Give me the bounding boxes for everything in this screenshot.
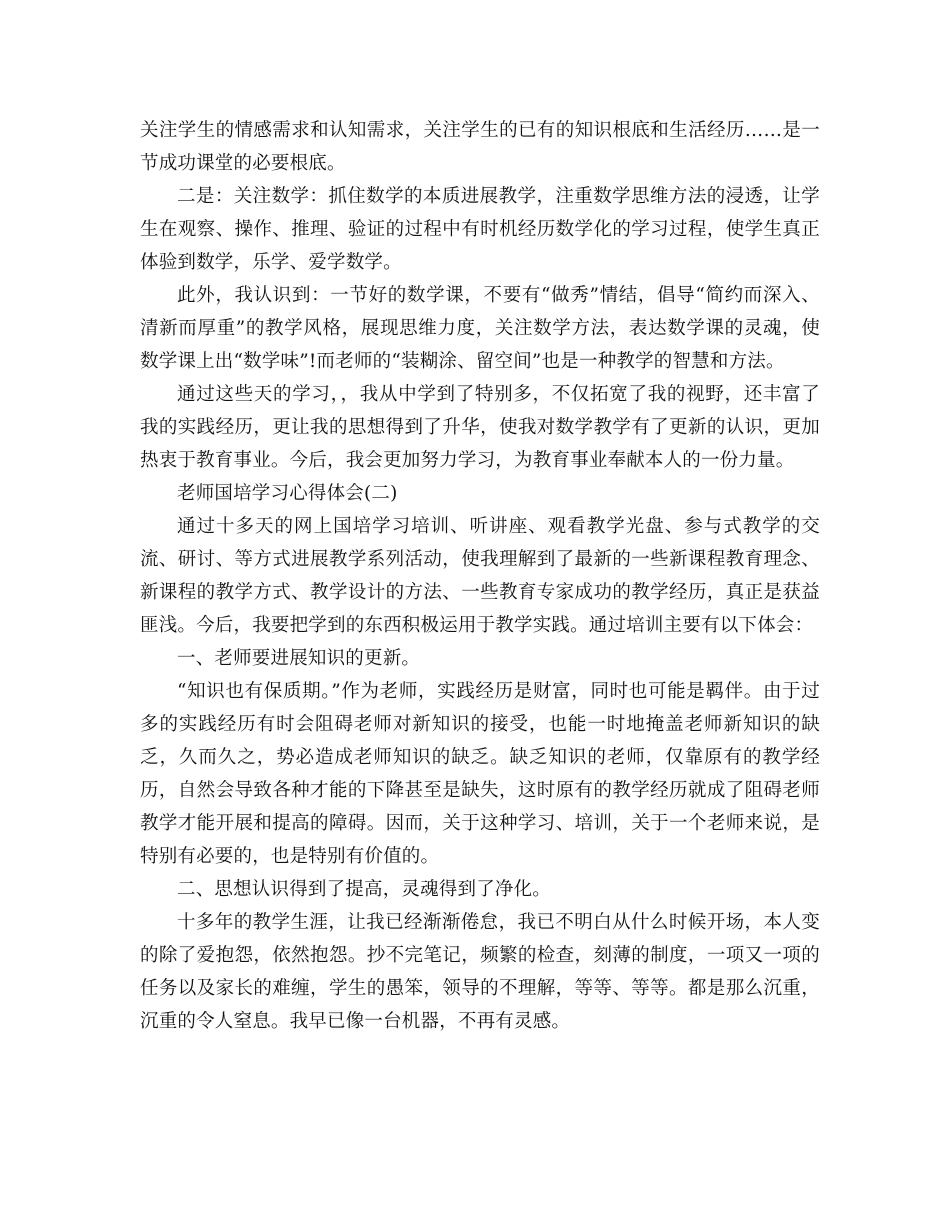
paragraph-4: 通过这些天的学习，，我从中学到了特别多，不仅拓宽了我的视野，还丰富了我的实践经历，更让我的思想得到了升华，使我对数学教学有了更新的认识，更加热衷于教育事业。今后，我会更加努力学习，为教育事业奉献本人的一份力量。 (140, 384, 820, 471)
document-body (140, 114, 820, 1038)
paragraph-10: 十多年的教学生涯，让我已经渐渐倦怠，我已不明白从什么时候开场，本人变的除了爱抱怨，依然抱怨。抄不完笔记，频繁的检查，刻薄的制度，一项又一项的任务以及家长的难缠，学生的愚笨，领导的不理解，等等、等等。都是那么沉重，沉重的令人窒息。我早已像一台机器，不再有灵感。 (140, 912, 820, 1032)
section-heading: 老师国培学习心得体会(二) (177, 483, 398, 504)
paragraph-2: 二是：关注数学：抓住数学的本质进展教学，注重数学思维方法的浸透，让学生在观察、操作、推理、验证的过程中有时机经历数学化的学习过程，使学生真正体验到数学，乐学、爱学数学。 (140, 186, 820, 273)
subheading-1: 一、老师要进展知识的更新。 (177, 648, 421, 669)
paragraph-6: 通过十多天的网上国培学习培训、听讲座、观看教学光盘、参与式教学的交流、研讨、等方式进展教学系列活动，使我理解到了最新的一些新课程教育理念、新课程的教学方式、教学设计的方法、一些教育专家成功的教学经历，真正是获益匪浅。今后，我要把学到的东西积极运用于教学实践。通过培训主要有以下体会： (140, 516, 820, 636)
paragraph-1: 关注学生的情感需求和认知需求，关注学生的已有的知识根底和生活经历……是一节成功课堂的必要根底。 (140, 120, 820, 174)
paragraph-3: 此外，我认识到：一节好的数学课，不要有“做秀”情结，倡导“简约而深入、清新而厚重”的教学风格，展现思维力度，关注数学方法，表达数学课的灵魂，使数学课上出“数学味”!而老师的“装糊涂、留空间”也是一种教学的智慧和方法。 (140, 285, 820, 372)
paragraph-8: “知识也有保质期。”作为老师，实践经历是财富，同时也可能是羁伴。由于过多的实践经历有时会阻碍老师对新知识的接受，也能一时地掩盖老师新知识的缺乏，久而久之，势必造成老师知识的缺乏。缺乏知识的老师，仅靠原有的教学经历，自然会导致各种才能的下降甚至是缺失，这时原有的教学经历就成了阻碍老师教学才能开展和提高的障碍。因而，关于这种学习、培训，关于一个老师来说，是特别有必要的，也是特别有价值的。 (140, 681, 820, 867)
subheading-2: 二、思想认识得到了提高，灵魂得到了净化。 (177, 879, 552, 900)
